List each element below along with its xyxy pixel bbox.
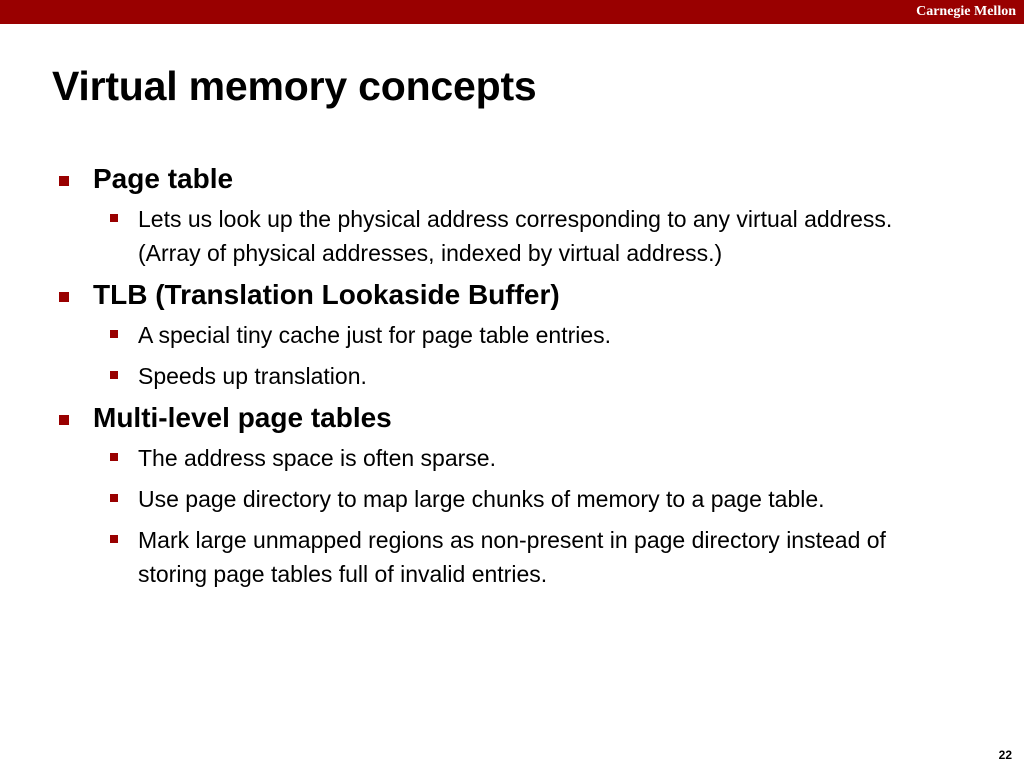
page-number: 22 — [998, 748, 1012, 762]
small-square-bullet-icon — [110, 330, 118, 338]
sub-bullet-text: Use page directory to map large chunks of memory to a page table. — [138, 486, 825, 512]
bullet-list — [56, 160, 956, 591]
topic-multi-level — [56, 399, 956, 591]
small-square-bullet-icon — [110, 214, 118, 222]
slide-title: Virtual memory concepts — [52, 63, 537, 109]
sub-bullet-item — [56, 482, 956, 516]
sub-bullet-item — [56, 441, 956, 475]
brand-name: Carnegie Mellon — [916, 4, 1016, 19]
small-square-bullet-icon — [110, 494, 118, 502]
sub-bullet-text: Mark large unmapped regions as non-present in page directory instead of storing page tables full of invalid entries. — [138, 527, 886, 587]
sub-bullet-text: The address space is often sparse. — [138, 445, 496, 471]
bullet-item — [56, 160, 956, 198]
header-bar — [0, 0, 1024, 24]
bullet-item — [56, 399, 956, 437]
topic-tlb — [56, 276, 956, 393]
small-square-bullet-icon — [110, 371, 118, 379]
sub-bullet-text: Speeds up translation. — [138, 363, 367, 389]
sub-bullet-item — [56, 202, 956, 270]
topic-page-table — [56, 160, 956, 270]
sub-bullet-item — [56, 523, 956, 591]
bullet-label: Multi-level page tables — [93, 402, 392, 433]
square-bullet-icon — [59, 292, 69, 302]
small-square-bullet-icon — [110, 535, 118, 543]
sub-bullet-item — [56, 359, 956, 393]
bullet-label: Page table — [93, 163, 234, 194]
bullet-label: TLB (Translation Lookaside Buffer) — [93, 279, 560, 310]
sub-bullet-item — [56, 318, 956, 352]
square-bullet-icon — [59, 176, 69, 186]
sub-bullet-text: Lets us look up the physical address corresponding to any virtual address. (Array of physical addresses, indexed by virtual address.) — [138, 206, 893, 266]
square-bullet-icon — [59, 415, 69, 425]
sub-bullet-text: A special tiny cache just for page table entries. — [138, 322, 612, 348]
bullet-item — [56, 276, 956, 314]
small-square-bullet-icon — [110, 453, 118, 461]
